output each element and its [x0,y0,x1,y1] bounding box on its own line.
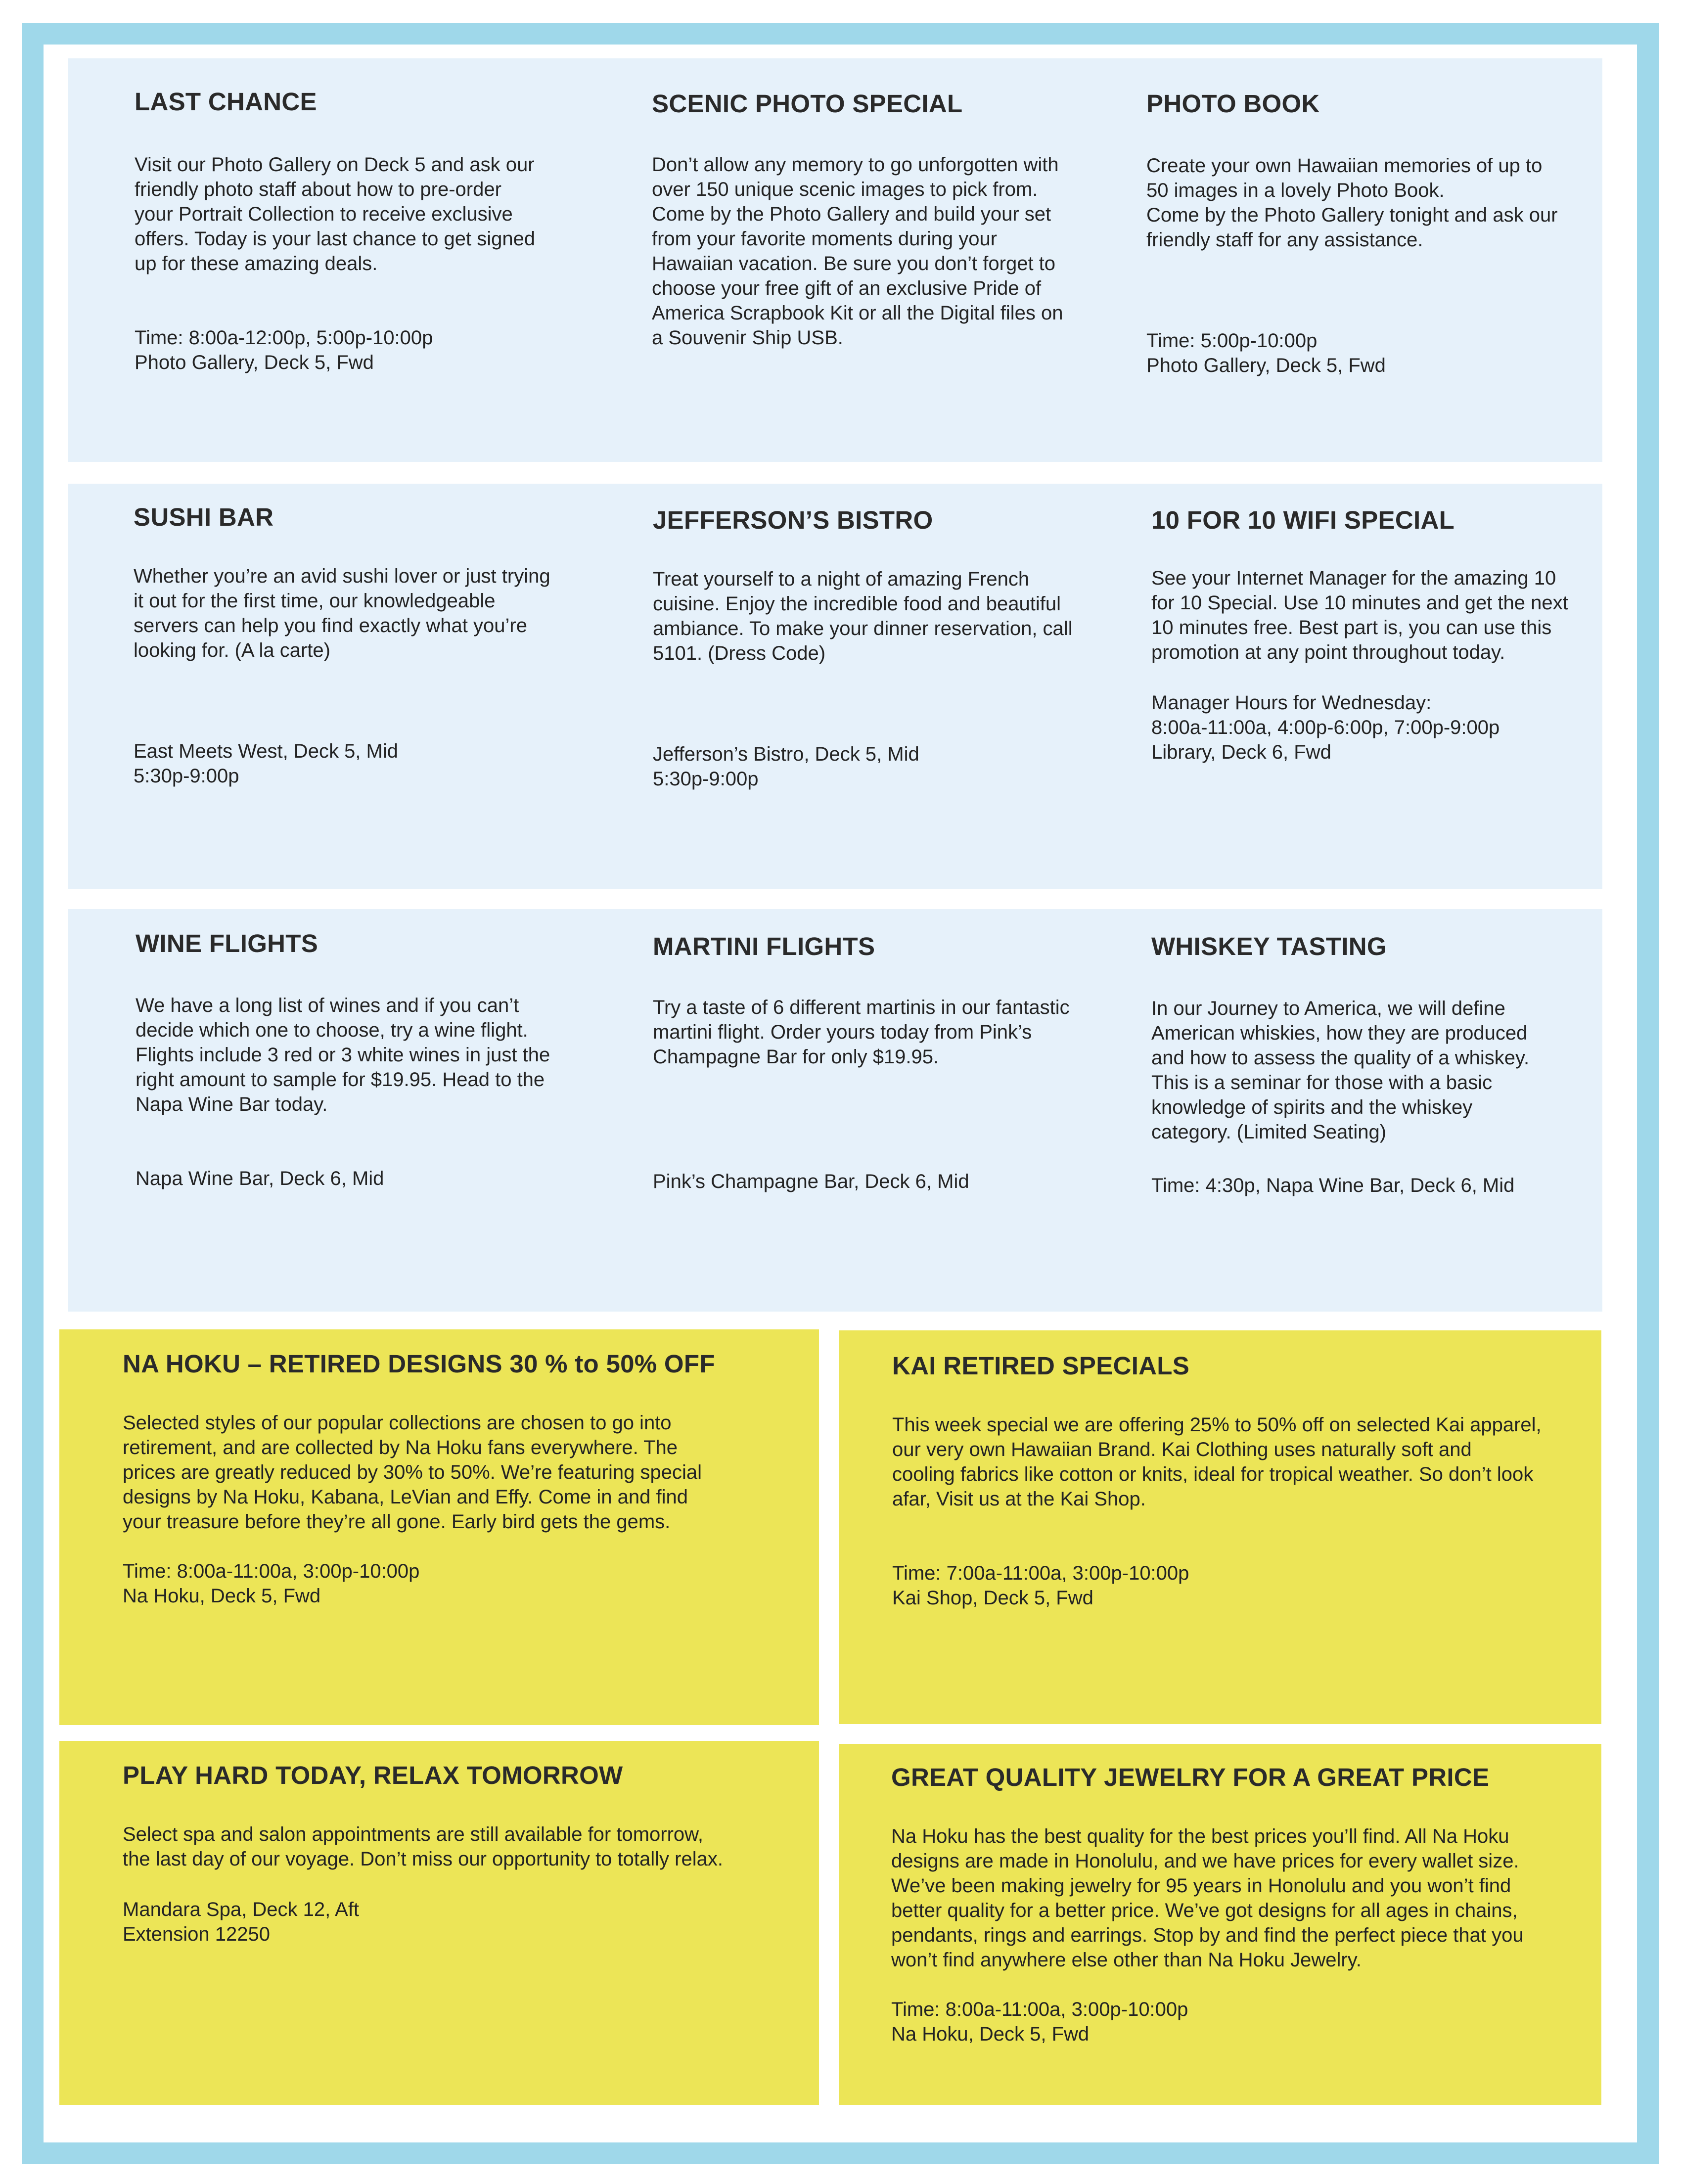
card-title: KAI RETIRED SPECIALS [892,1352,1190,1380]
body-line: cuisine. Enjoy the incredible food and beautiful [653,593,1061,615]
card-title: GREAT QUALITY JEWELRY FOR A GREAT PRICE [891,1763,1490,1791]
detail-line: Napa Wine Bar, Deck 6, Mid [136,1168,384,1189]
detail-line: Na Hoku, Deck 5, Fwd [123,1585,321,1607]
body-line: Create your own Hawaiian memories of up to [1146,155,1543,177]
card-details [123,1897,359,1947]
card-body [136,993,550,1117]
panel-drinks-row [68,909,1602,1312]
panel-dining-row [68,484,1602,889]
card-title: NA HOKU – RETIRED DESIGNS 30 % to 50% OFF [123,1350,715,1378]
card-body [134,564,550,663]
card-title: LAST CHANCE [135,88,317,116]
card-body [1151,996,1529,1144]
body-line: ambiance. To make your dinner reservation, call [653,618,1073,639]
body-line: Come by the Photo Gallery and build your set [652,203,1051,225]
detail-line: 5:30p-9:00p [134,765,239,787]
card-body [653,995,1070,1069]
body-line: prices are greatly reduced by 30% to 50%. We’re featuring special [123,1461,702,1483]
card-details [891,1997,1188,2047]
body-line: Na Hoku has the best quality for the best prices you’ll find. All Na Hoku [891,1825,1509,1847]
body-line: America Scrapbook Kit or all the Digital files on [652,302,1063,324]
body-line: promotion at any point throughout today. [1151,641,1505,663]
detail-line: Mandara Spa, Deck 12, Aft [123,1899,360,1920]
detail-line: Time: 5:00p-10:00p [1146,330,1318,352]
detail-line: East Meets West, Deck 5, Mid [134,740,398,762]
body-line: 10 minutes free. Best part is, you can use this [1151,617,1552,638]
card-details [1146,328,1386,378]
card-title: SCENIC PHOTO SPECIAL [652,90,963,118]
detail-line: Time: 8:00a-11:00a, 3:00p-10:00p [891,1999,1188,2020]
body-line: your treasure before they’re all gone. Early bird gets the gems. [123,1511,671,1533]
card-wifi-special [1151,484,1602,889]
card-title: 10 FOR 10 WIFI SPECIAL [1151,506,1455,534]
body-line: Whether you’re an avid sushi lover or just trying [134,565,550,587]
card-details [653,742,919,791]
card-title: WINE FLIGHTS [136,929,318,957]
detail-line: Library, Deck 6, Fwd [1151,741,1331,763]
body-line: Napa Wine Bar today. [136,1093,328,1115]
body-line: We have a long list of wines and if you can’t [136,995,519,1016]
body-line: cooling fabrics like cotton or knits, ideal for tropical weather. So don’t look [892,1463,1534,1485]
body-line: from your favorite moments during your [652,228,998,250]
body-line: Come by the Photo Gallery tonight and ask our [1146,204,1558,226]
card-body [891,1824,1524,1972]
body-line: Flights include 3 red or 3 white wines in just the [136,1044,550,1066]
body-line: 50 images in a lovely Photo Book. [1146,180,1445,201]
card-title: PHOTO BOOK [1146,90,1320,118]
body-line: This is a seminar for those with a basic [1151,1072,1493,1093]
body-line: decide which one to choose, try a wine flight. [136,1019,528,1041]
body-line: This week special we are offering 25% to 50% off on selected Kai apparel, [892,1414,1542,1436]
body-line: friendly photo staff about how to pre-order [135,179,501,200]
body-line: Don’t allow any memory to go unforgotten with [652,154,1059,176]
body-line: and how to assess the quality of a whiskey. [1151,1047,1530,1069]
detail-line: Photo Gallery, Deck 5, Fwd [1146,355,1386,376]
card-title: WHISKEY TASTING [1151,932,1387,960]
detail-line: Photo Gallery, Deck 5, Fwd [135,352,374,373]
body-line: it out for the first time, our knowledgeable [134,590,496,612]
card-title: JEFFERSON’S BISTRO [653,506,933,534]
card-body [652,152,1063,350]
card-details [134,739,398,788]
body-line: We’ve been making jewelry for 95 years in Honolulu and you won’t find [891,1875,1511,1897]
body-line: offers. Today is your last chance to get signed [135,228,536,250]
card-whiskey-tasting [1151,909,1602,1312]
card-body [1146,153,1558,252]
body-line: right amount to sample for $19.95. Head to the [136,1069,545,1091]
card-details [653,1169,969,1194]
card-title: MARTINI FLIGHTS [653,932,875,960]
body-line: friendly staff for any assistance. [1146,229,1423,251]
detail-line: 8:00a-11:00a, 4:00p-6:00p, 7:00p-9:00p [1151,717,1500,738]
card-martini-flights [653,909,1147,1312]
detail-line: Manager Hours for Wednesday: [1151,692,1432,714]
detail-line: Time: 8:00a-11:00a, 3:00p-10:00p [123,1560,420,1582]
card-details [1151,690,1499,765]
body-line: choose your free gift of an exclusive Pride of [652,277,1042,299]
card-na-hoku-retired-designs [59,1329,819,1725]
detail-line: Kai Shop, Deck 5, Fwd [892,1587,1093,1609]
card-wine-flights [136,909,630,1312]
body-line: afar, Visit us at the Kai Shop. [892,1488,1146,1510]
card-details [892,1561,1189,1610]
card-last-chance [135,58,629,462]
body-line: won’t find anywhere else other than Na Hoku Jewelry. [891,1949,1362,1971]
body-line: better quality for a better price. We’ve got designs for all ages in chains, [891,1900,1518,1921]
body-line: See your Internet Manager for the amazing 10 [1151,567,1556,589]
card-body [1151,566,1568,665]
body-line: Try a taste of 6 different martinis in our fantastic [653,997,1070,1018]
body-line: over 150 unique scenic images to pick from. [652,179,1038,200]
card-title: SUSHI BAR [134,503,274,531]
card-body [123,1410,702,1534]
body-line: the last day of our voyage. Don’t miss our opportunity to totally relax. [123,1848,723,1870]
detail-line: Na Hoku, Deck 5, Fwd [891,2023,1090,2045]
card-scenic-photo-special [652,58,1146,462]
body-line: retirement, and are collected by Na Hoku fans everywhere. The [123,1437,678,1458]
detail-line: Extension 12250 [123,1923,271,1945]
detail-line: 5:30p-9:00p [653,768,759,790]
card-body [123,1822,723,1871]
body-line: for 10 Special. Use 10 minutes and get the next [1151,592,1568,614]
body-line: looking for. (A la carte) [134,639,330,661]
detail-line: Pink’s Champagne Bar, Deck 6, Mid [653,1171,969,1192]
card-title: PLAY HARD TODAY, RELAX TOMORROW [123,1761,623,1789]
card-details [136,1166,384,1191]
body-line: 5101. (Dress Code) [653,642,826,664]
card-body [892,1412,1542,1511]
body-line: pendants, rings and earrings. Stop by and find the perfect piece that you [891,1924,1524,1946]
body-line: Treat yourself to a night of amazing French [653,568,1030,590]
body-line: designs are made in Honolulu, and we have prices for every wallet size. [891,1850,1519,1872]
detail-line: Time: 8:00a-12:00p, 5:00p-10:00p [135,327,433,349]
body-line: Visit our Photo Gallery on Deck 5 and ask our [135,154,535,176]
card-play-hard-today [59,1741,819,2105]
body-line: up for these amazing deals. [135,253,378,274]
body-line: designs by Na Hoku, Kabana, LeVian and Effy. Come in and find [123,1486,688,1508]
body-line: Select spa and salon appointments are still available for tomorrow, [123,1823,703,1845]
body-line: a Souvenir Ship USB. [652,327,843,349]
card-jeffersons-bistro [653,484,1147,889]
detail-line: Time: 4:30p, Napa Wine Bar, Deck 6, Mid [1151,1175,1515,1196]
card-photo-book [1146,58,1601,462]
body-line: our very own Hawaiian Brand. Kai Clothing uses naturally soft and [892,1439,1472,1460]
card-details [1151,1173,1514,1198]
detail-line: Time: 7:00a-11:00a, 3:00p-10:00p [892,1562,1189,1584]
body-line: American whiskies, how they are produced [1151,1022,1528,1044]
card-details [135,325,433,375]
card-body [653,567,1073,666]
body-line: your Portrait Collection to receive exclusive [135,203,513,225]
card-sushi-bar [134,484,628,889]
card-great-quality-jewelry [839,1744,1601,2105]
body-line: Hawaiian vacation. Be sure you don’t forget to [652,253,1056,274]
card-kai-retired-specials [839,1330,1601,1724]
card-body [135,152,535,276]
body-line: In our Journey to America, we will define [1151,998,1505,1019]
body-line: martini flight. Order yours today from Pink’s [653,1021,1032,1043]
card-details [123,1559,419,1608]
detail-line: Jefferson’s Bistro, Deck 5, Mid [653,743,919,765]
body-line: Champagne Bar for only $19.95. [653,1046,939,1068]
body-line: knowledge of spirits and the whiskey [1151,1096,1473,1118]
panel-photo-row [68,58,1602,462]
body-line: servers can help you find exactly what you’re [134,615,527,637]
body-line: category. (Limited Seating) [1151,1121,1387,1143]
body-line: Selected styles of our popular collections are chosen to go into [123,1412,672,1434]
